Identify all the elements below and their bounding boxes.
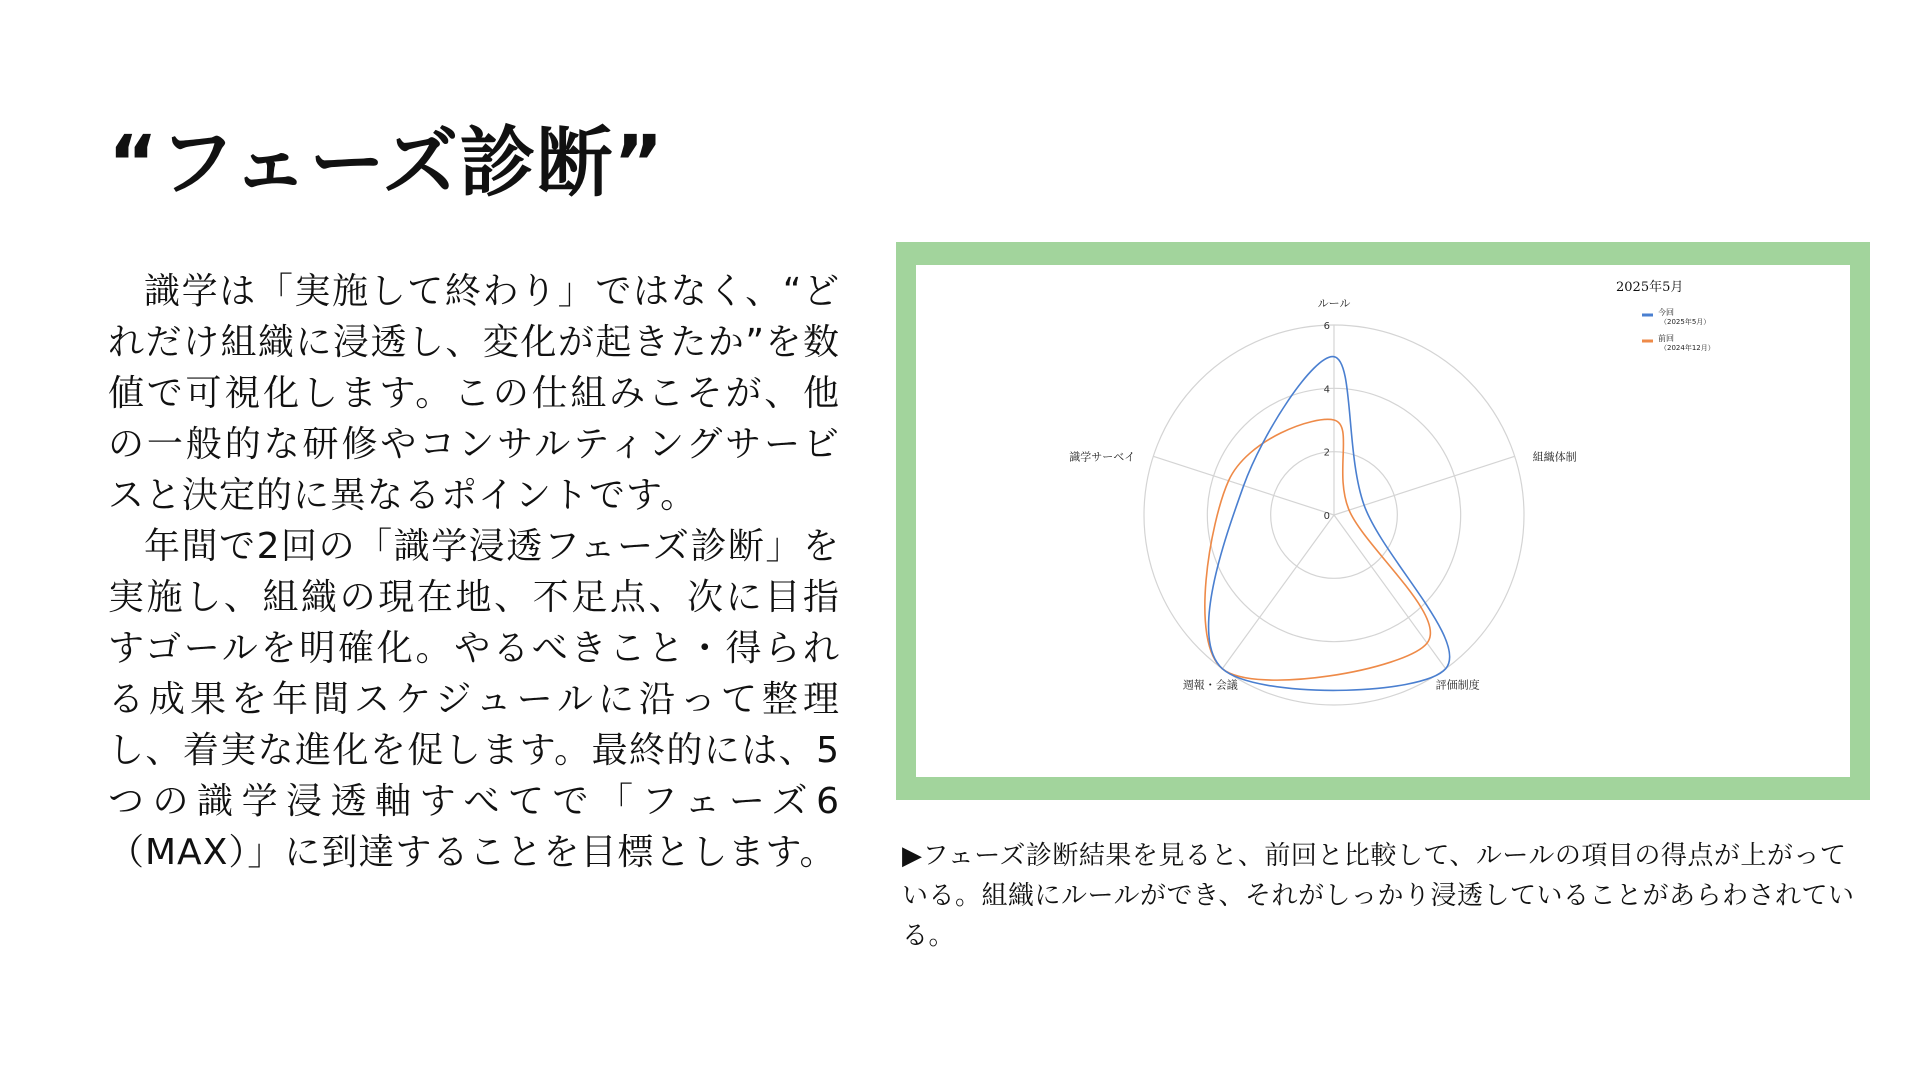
series-line-current [1209,357,1450,691]
category-label: 週報・会議 [1182,678,1238,692]
legend-label: 今回 [1658,308,1674,317]
category-label: 評価制度 [1435,678,1480,692]
chart-title: 2025年5月 [1616,280,1684,295]
chart-area [916,265,1850,777]
radial-tick-label: 0 [1323,511,1330,522]
axis-spoke [1222,515,1334,669]
chart-frame [896,242,1870,800]
radial-tick-label: 6 [1323,321,1330,332]
description-text [108,266,840,878]
legend-sublabel: （2025年5月） [1660,318,1711,326]
axis-spoke [1334,515,1446,669]
paragraph-1: 識学は「実施して終わり」ではなく、“どれだけ組織に浸透し、変化が起きたか”を数値で可視化します。この仕組みこそが、他の一般的な研修やコンサルティングサービスと決定的に異なるポイントです。 [108,271,840,516]
legend-label: 前回 [1658,334,1674,343]
axis-spoke [1334,456,1515,515]
radial-tick-label: 4 [1323,384,1330,396]
chart-caption [902,836,1868,956]
radar-chart [916,265,1850,777]
category-label: 組織体制 [1532,450,1577,464]
caption-marker: ▶ [902,841,923,871]
legend-sublabel: （2024年12月） [1660,344,1715,352]
page-title: “フェーズ診断” [108,118,665,207]
radial-tick-label: 2 [1323,447,1330,459]
caption-text: フェーズ診断結果を見ると、前回と比較して、ルールの項目の得点が上がっている。組織にルールができ、それがしっかり浸透していることがあらわされている。 [902,841,1855,951]
category-label: 識学サーベイ [1069,450,1136,464]
paragraph-2: 年間で2回の「識学浸透フェーズ診断」を実施し、組織の現在地、不足点、次に目指すゴールを明確化。やるべきこと・得られる成果を年間スケジュールに沿って整理し、着実な進化を促します。最終的には、5つの識学浸透軸すべてで「フェーズ6（MAX）」に到達することを目標とします。 [108,526,840,873]
category-label: ルール [1317,297,1351,310]
